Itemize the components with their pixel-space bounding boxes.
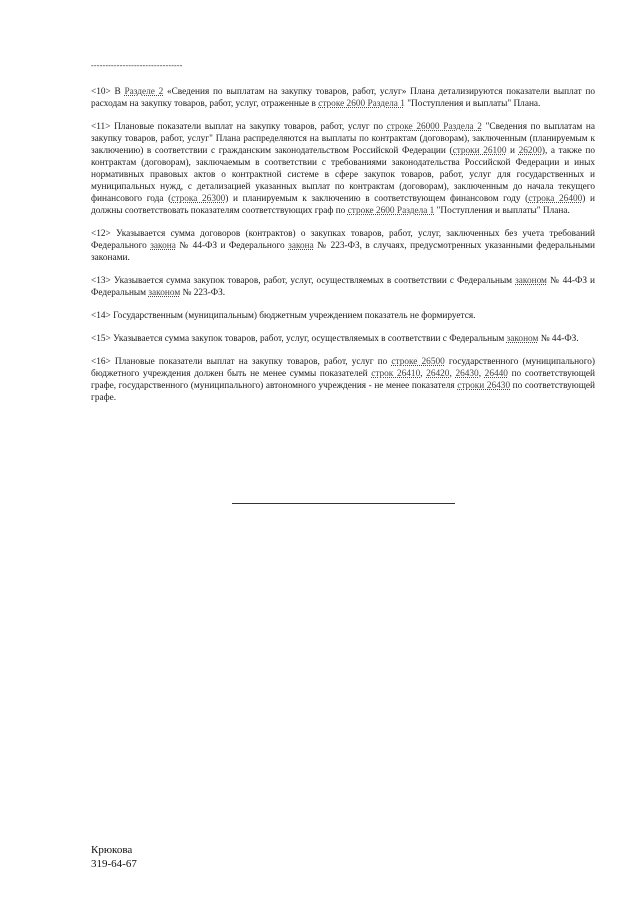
footnote-text: № 223-ФЗ, в случаях, предусмотренных указанными федеральными законами.	[91, 241, 595, 263]
reference-link[interactable]: строке 2600 Раздела 1	[318, 99, 405, 109]
reference-link[interactable]: строки 26430	[457, 381, 511, 391]
reference-link[interactable]: законом	[148, 288, 181, 298]
footnote-text: "Сведения по выплатам на закупку товаров, работ, услуг" Плана распределяются на выплаты по контрактам (договорам), заключенным (планируемым к заключению) в соответствии с гражданским законодательством Российской Федерации (	[91, 122, 596, 156]
footnote-text: "Поступления и выплаты" Плана.	[404, 99, 541, 109]
footnote-text: № 44-ФЗ и Федеральным	[91, 276, 595, 298]
footnote-text: и	[506, 146, 519, 156]
footnote-text: ,	[478, 369, 485, 379]
footnote-text: по соответствующей графе, государственного (муниципального) автономного учреждения - не менее показателя	[91, 369, 595, 391]
footnote-text: <16> Плановые показатели выплат на закупку товаров, работ, услуг по	[91, 357, 392, 367]
end-rule	[232, 503, 455, 504]
footnote-text: ), а также по контрактам (договорам), заключаемым в соответствии с требованиями законодательства Российской Федерации и иных нормативных правовых актов о контрактной системе в сфере закупок товаров, работ, услуг для государственных и муниципальных нужд, с детализацией указанных выплат по контрактам (договорам), заключенным до начала текущего финансового года (	[91, 146, 596, 204]
footnote-text: <10> В	[91, 87, 125, 97]
reference-link[interactable]: Разделе 2	[124, 87, 164, 97]
reference-link[interactable]: строк 26410	[371, 369, 421, 379]
reference-link[interactable]: 26440	[484, 369, 508, 379]
footnote	[91, 356, 595, 404]
footnote	[91, 228, 595, 264]
footnote-text: ,	[449, 369, 456, 379]
footnote-text: ) и планируемым к заключению в соответствующем финансовом году (	[225, 194, 529, 204]
footnote	[91, 333, 595, 345]
footnote-text: государственного (муниципального) бюджетного учреждения должен быть не менее суммы показателей	[91, 357, 596, 379]
footnote-text: ,	[420, 369, 427, 379]
reference-link[interactable]: 26420	[426, 369, 450, 379]
reference-link[interactable]: строка 26300	[171, 194, 226, 204]
reference-link[interactable]: строке 2600 Раздела 1	[347, 206, 435, 216]
footnote-text: <14> Государственным (муниципальным) бюджетным учреждением показатель не формируется.	[91, 311, 476, 321]
reference-link[interactable]: строке 26000 Раздела 2	[386, 122, 482, 132]
footnote	[91, 121, 595, 217]
footnote-text: <15> Указывается сумма закупок товаров, работ, услуг, осуществляемых в соответствии с Федеральным	[91, 334, 507, 344]
reference-link[interactable]: строке 26500	[391, 357, 445, 367]
footnote-text: № 223-ФЗ.	[180, 288, 226, 298]
reference-link[interactable]: строки 26100	[452, 146, 507, 156]
footnote-text: по соответствующей графе.	[91, 381, 596, 403]
footnote	[91, 310, 595, 322]
reference-link[interactable]: 26200	[518, 146, 542, 156]
footnote	[91, 275, 595, 299]
footnote-text: «Сведения по выплатам на закупку товаров, работ, услуг» Плана детализируются показатели выплат по расходам на закупку товаров, работ, услуг, отраженные в	[91, 87, 595, 109]
reference-link[interactable]: 26430	[455, 369, 479, 379]
footnote-text: ) и должны соответствовать показателям соответствующих граф по	[91, 194, 595, 216]
footnote-text: № 44-ФЗ и Федерального	[175, 241, 289, 251]
footnote-text: <11> Плановые показатели выплат на закупку товаров, работ, услуг по	[91, 122, 387, 132]
reference-link[interactable]: закона	[150, 241, 176, 251]
footnote-text: № 44-ФЗ.	[538, 334, 579, 344]
signature-phone: 319-64-67	[91, 858, 137, 870]
footnote-separator: --------------------------------	[91, 61, 183, 70]
signature-block	[91, 843, 137, 871]
footnote-text: <13> Указывается сумма закупок товаров, работ, услуг, осуществляемых в соответствии с Федеральным	[91, 276, 516, 286]
signature-name: Крюкова	[91, 844, 133, 856]
reference-link[interactable]: законом	[515, 276, 547, 286]
reference-link[interactable]: строка 26400	[528, 194, 583, 204]
footnote-text: <12> Указывается сумма договоров (контрактов) о закупках товаров, работ, услуг, заключенных без учета требований Федерального	[91, 229, 595, 251]
footnote-text: "Поступления и выплаты" Плана.	[434, 206, 570, 216]
footnotes-list	[91, 86, 595, 415]
reference-link[interactable]: законом	[506, 334, 539, 344]
footnote	[91, 86, 595, 110]
reference-link[interactable]: закона	[288, 241, 314, 251]
